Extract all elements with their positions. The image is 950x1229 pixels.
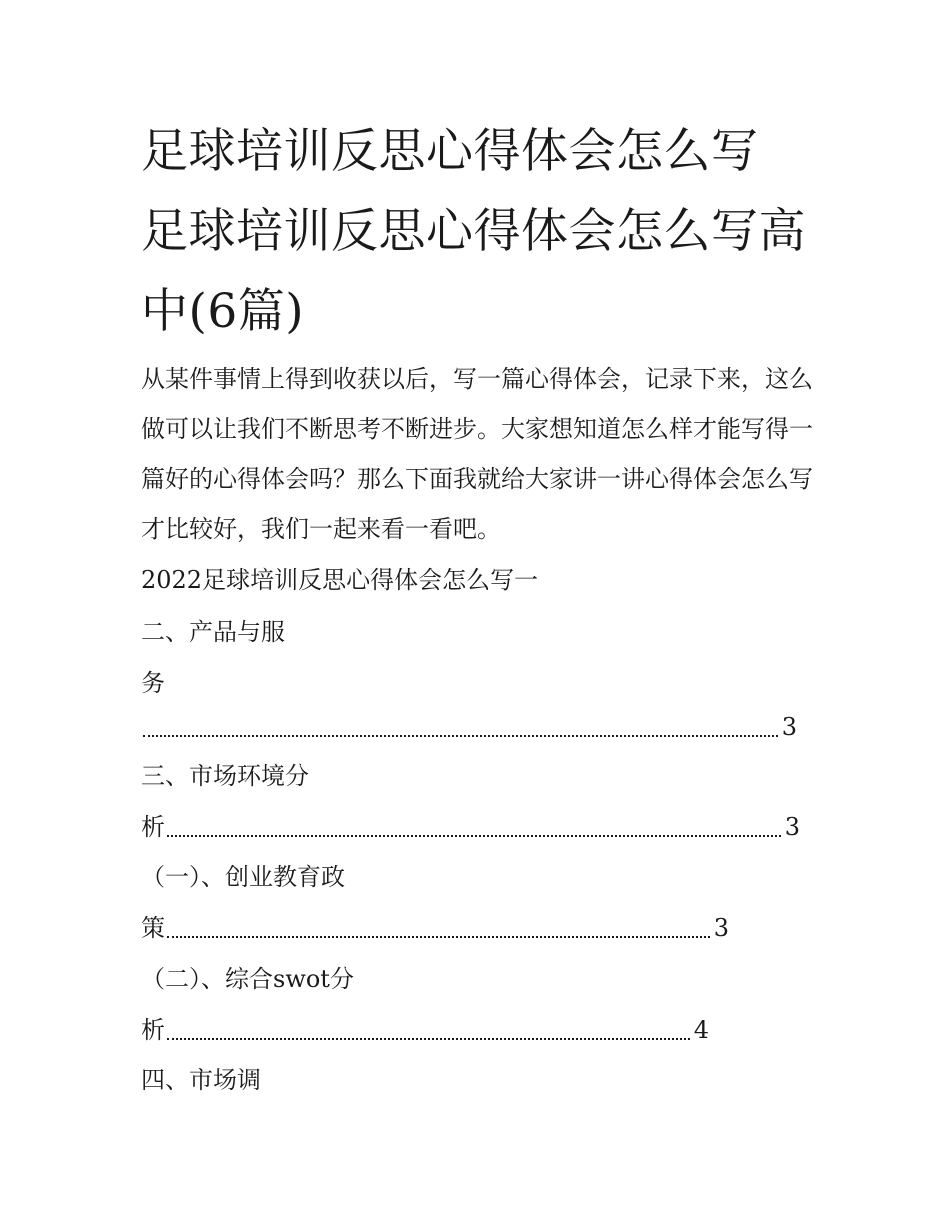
toc-item-policy-label-cont: 策 xyxy=(141,914,165,942)
toc-item-market-row xyxy=(141,810,800,844)
toc-item-products-leader-row xyxy=(141,710,797,744)
toc-item-products-label-cont: 务 xyxy=(141,669,165,697)
toc-item-policy-page: 3 xyxy=(713,914,729,942)
toc-item-swot-label-cont: 析 xyxy=(141,1016,165,1044)
toc-item-swot-row xyxy=(141,1013,709,1047)
toc-item-market-label: 三、市场环境分 xyxy=(141,762,309,790)
toc-item-policy-label: （一）、创业教育政 xyxy=(141,863,345,891)
intro-paragraph: 从某件事情上得到收获以后，写一篇心得体会，记录下来，这么做可以让我们不断思考不断进步。大家想知道怎么样才能写得一篇好的心得体会吗？那么下面我就给大家讲一讲心得体会怎么写才比较好，我们一起来看一看吧。 xyxy=(141,365,813,543)
toc-item-market-page: 3 xyxy=(784,813,800,841)
toc-leader-dots xyxy=(165,1013,692,1047)
toc-item-research-label: 四、市场调 xyxy=(141,1066,261,1094)
section-subtitle: 2022足球培训反思心得体会怎么写一 xyxy=(141,566,539,594)
toc-leader-dots xyxy=(165,911,712,945)
toc-item-swot-label: （二）、综合swot分 xyxy=(141,965,354,993)
toc-item-policy-row xyxy=(141,911,729,945)
toc-leader-dots xyxy=(165,810,783,844)
document-title: 足球培训反思心得体会怎么写 足球培训反思心得体会怎么写高中(6篇) xyxy=(141,124,806,339)
toc-item-products-page: 3 xyxy=(781,713,797,741)
toc-leader-dots xyxy=(141,710,780,744)
toc-item-market-label-cont: 析 xyxy=(141,813,165,841)
toc-item-swot-page: 4 xyxy=(693,1016,709,1044)
toc-item-products-label: 二、产品与服 xyxy=(141,618,285,646)
